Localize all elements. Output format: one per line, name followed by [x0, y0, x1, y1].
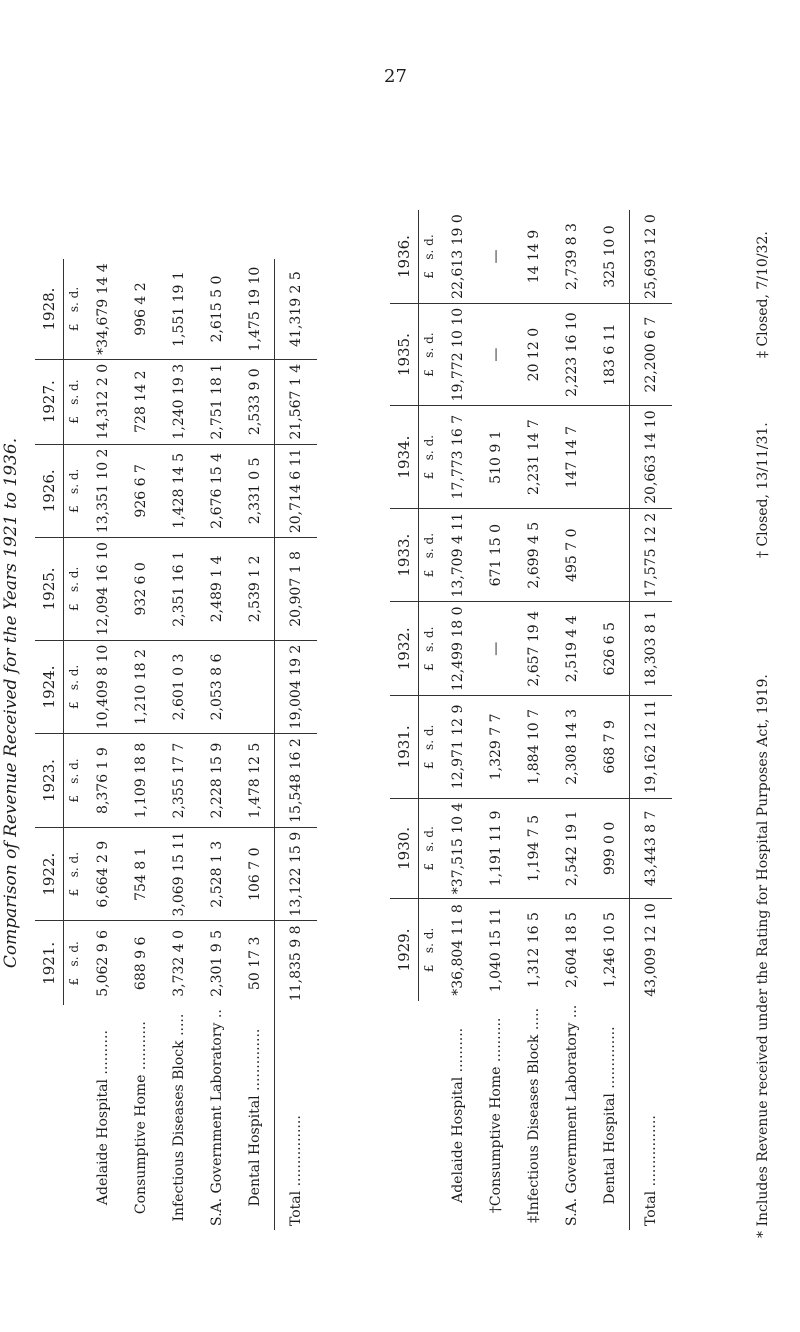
cell-value: 12,499 18 0 [439, 602, 477, 696]
cell-value: *34,679 14 4 [84, 259, 122, 359]
cell-value: 2,331 0 5 [236, 444, 275, 538]
cell-value: 2,751 18 1 [198, 359, 236, 444]
total-value: 20,663 14 10 [630, 406, 673, 509]
table-row [553, 210, 591, 1230]
cell-value: 1,194 7 5 [515, 798, 553, 899]
rotated-page [0, 168, 785, 1238]
cell-value: 2,351 16 1 [160, 538, 198, 641]
total-value: 25,693 12 0 [630, 210, 673, 303]
cell-value: 1,329 7 7 [477, 696, 515, 799]
total-value: 15,548 16 2 [275, 734, 318, 828]
table-row [122, 259, 160, 1230]
year-header: 1931. [390, 696, 419, 799]
cell-value: 2,699 4 5 [515, 508, 553, 602]
cell-value: 147 14 7 [553, 406, 591, 509]
cell-value: 1,475 19 10 [236, 259, 275, 359]
closed-note-consumptive: † Closed, 13/11/31. [755, 422, 771, 558]
cell-value: 932 6 0 [122, 538, 160, 641]
unit-header: £ s. d. [419, 406, 440, 509]
cell-value: 1,210 18 2 [122, 640, 160, 734]
cell-value: 13,709 4 11 [439, 508, 477, 602]
total-label: Total ................ [275, 1005, 318, 1230]
year-header: 1928. [35, 259, 64, 359]
cell-value: 106 7 0 [236, 827, 275, 921]
cell-value: 754 8 1 [122, 827, 160, 921]
table-row [515, 210, 553, 1230]
year-header: 1932. [390, 602, 419, 696]
cell-value: 1,478 12 5 [236, 734, 275, 828]
cell-value: 3,069 15 11 [160, 827, 198, 921]
table-row [198, 259, 236, 1230]
row-label: Adelaide Hospital .......... [95, 1030, 111, 1206]
cell-value [591, 406, 630, 509]
cell-value: 2,676 15 4 [198, 444, 236, 538]
row-label: Consumptive Home ........... [133, 1021, 149, 1215]
cell-value: 20 12 0 [515, 303, 553, 406]
row-label: Adelaide Hospital .......... [450, 1027, 466, 1203]
cell-value: 626 6 5 [591, 602, 630, 696]
cell-value: 8,376 1 9 [84, 734, 122, 828]
row-label: Dental Hospital .............. [602, 1026, 618, 1205]
year-header: 1923. [35, 734, 64, 828]
row-label: Infectious Diseases Block ..... [171, 1013, 187, 1222]
total-value: 43,009 12 10 [630, 899, 673, 1001]
total-value: 11,835 9 8 [275, 921, 318, 1005]
cell-value: 12,094 16 10 [84, 538, 122, 641]
row-label: S.A. Government Laboratory .. [209, 1009, 225, 1226]
year-header: 1925. [35, 538, 64, 641]
cell-value: 495 7 0 [553, 508, 591, 602]
total-row [630, 210, 673, 1230]
unit-header: £ s. d. [64, 444, 85, 538]
cell-value: 2,528 1 3 [198, 827, 236, 921]
cell-value: 14,312 2 0 [84, 359, 122, 444]
cell-value: — [477, 602, 515, 696]
total-value: 18,303 8 1 [630, 602, 673, 696]
unit-header: £ s. d. [419, 602, 440, 696]
cell-value: 22,613 19 0 [439, 210, 477, 303]
cell-value: 12,971 12 9 [439, 696, 477, 799]
cell-value: 1,428 14 5 [160, 444, 198, 538]
year-header: 1935. [390, 303, 419, 406]
unit-header: £ s. d. [64, 359, 85, 444]
cell-value: 14 14 9 [515, 210, 553, 303]
year-header: 1934. [390, 406, 419, 509]
revenue-table-1929-1936 [390, 210, 672, 1230]
cell-value: 1,884 10 7 [515, 696, 553, 799]
cell-value: 6,664 2 9 [84, 827, 122, 921]
unit-header: £ s. d. [419, 303, 440, 406]
cell-value: 668 7 9 [591, 696, 630, 799]
cell-value: 1,551 19 1 [160, 259, 198, 359]
unit-header: £ s. d. [419, 798, 440, 899]
cell-value: 510 9 1 [477, 406, 515, 509]
year-header: 1924. [35, 640, 64, 734]
cell-value: 2,615 5 0 [198, 259, 236, 359]
cell-value: 3,732 4 0 [171, 929, 187, 997]
cell-value: 2,604 18 5 [564, 912, 580, 988]
cell-value: 1,246 10 5 [602, 912, 618, 988]
row-label: †Consumptive Home .......... [488, 1017, 504, 1214]
cell-value [236, 640, 275, 734]
cell-value: 183 6 11 [591, 303, 630, 406]
unit-header: £ s. d. [419, 696, 440, 799]
cell-value: 2,519 4 4 [553, 602, 591, 696]
revenue-table-1921-1928 [35, 259, 317, 1230]
cell-value: 2,601 0 3 [160, 640, 198, 734]
total-row [275, 259, 318, 1230]
cell-value: 1,191 11 9 [477, 798, 515, 899]
total-value: 21,567 1 4 [275, 359, 318, 444]
cell-value: 1,109 18 8 [122, 734, 160, 828]
cell-value: — [477, 210, 515, 303]
table-row [477, 210, 515, 1230]
row-label: ‡Infectious Diseases Block ..... [526, 1007, 542, 1223]
row-label: Dental Hospital .............. [247, 1028, 263, 1207]
cell-value: 2,355 17 7 [160, 734, 198, 828]
cell-value: 996 4 2 [122, 259, 160, 359]
table-row [160, 259, 198, 1230]
cell-value: 2,231 14 7 [515, 406, 553, 509]
unit-header: £ s. d. [64, 538, 85, 641]
unit-header: £ s. d. [64, 827, 85, 921]
year-header: 1921. [35, 921, 64, 1005]
year-header: 1929. [390, 899, 419, 1001]
cell-value: 728 14 2 [122, 359, 160, 444]
cell-value: 10,409 8 10 [84, 640, 122, 734]
cell-value: — [477, 303, 515, 406]
cell-value: *36,804 11 8 [450, 904, 466, 996]
unit-header: £ s. d. [419, 210, 440, 303]
total-value: 17,575 12 2 [630, 508, 673, 602]
rating-footnote: * Includes Revenue received under the Rating for Hospital Purposes Act, 1919. [755, 674, 771, 1238]
cell-value: 13,351 10 2 [84, 444, 122, 538]
year-header: 1930. [390, 798, 419, 899]
unit-header: £ s. d. [64, 640, 85, 734]
year-header: 1922. [35, 827, 64, 921]
table-row [591, 210, 630, 1230]
row-label: S.A. Government Laboratory ... [564, 1004, 580, 1226]
cell-value [591, 508, 630, 602]
page-number: 27 [384, 66, 407, 87]
cell-value: 2,228 15 9 [198, 734, 236, 828]
total-label: Total ................ [630, 1001, 673, 1230]
year-header: 1927. [35, 359, 64, 444]
cell-value: 2,739 8 3 [553, 210, 591, 303]
total-value: 20,907 1 8 [275, 538, 318, 641]
table-row [84, 259, 122, 1230]
cell-value: 5,062 9 6 [95, 929, 111, 997]
cell-value: 688 9 6 [133, 936, 149, 991]
cell-value: *37,515 10 4 [439, 798, 477, 899]
cell-value: 2,301 9 5 [209, 929, 225, 997]
year-header: 1926. [35, 444, 64, 538]
cell-value: 2,657 19 4 [515, 602, 553, 696]
cell-value: 2,542 19 1 [553, 798, 591, 899]
cell-value: 1,240 19 3 [160, 359, 198, 444]
page-heading: Comparison of Revenue Received for the Years 1921 to 1936. [1, 437, 21, 969]
cell-value: 2,053 8 6 [198, 640, 236, 734]
total-value: 22,200 6 7 [630, 303, 673, 406]
unit-header: £ s. d. [422, 927, 436, 973]
cell-value: 2,533 9 0 [236, 359, 275, 444]
cell-value: 2,223 16 10 [553, 303, 591, 406]
cell-value: 2,308 14 3 [553, 696, 591, 799]
unit-header: £ s. d. [64, 259, 85, 359]
unit-header: £ s. d. [419, 508, 440, 602]
cell-value: 325 10 0 [591, 210, 630, 303]
total-value: 20,714 6 11 [275, 444, 318, 538]
cell-value: 17,773 16 7 [439, 406, 477, 509]
unit-header: £ s. d. [64, 734, 85, 828]
total-value: 13,122 15 9 [275, 827, 318, 921]
unit-header: £ s. d. [67, 941, 81, 986]
total-value: 43,443 8 7 [630, 798, 673, 899]
total-value: 19,162 12 11 [630, 696, 673, 799]
table-row [236, 259, 275, 1230]
cell-value: 50 17 3 [247, 936, 263, 991]
year-header: 1936. [390, 210, 419, 303]
cell-value: 671 15 0 [477, 508, 515, 602]
cell-value: 1,312 16 5 [526, 912, 542, 988]
closed-note-infectious: ‡ Closed, 7/10/32. [755, 231, 771, 358]
cell-value: 999 0 0 [591, 798, 630, 899]
total-value: 41,319 2 5 [275, 259, 318, 359]
cell-value: 926 6 7 [122, 444, 160, 538]
cell-value: 2,489 1 4 [198, 538, 236, 641]
total-value: 19,004 19 2 [275, 640, 318, 734]
table-row [439, 210, 477, 1230]
cell-value: 2,539 1 2 [236, 538, 275, 641]
cell-value: 1,040 15 11 [488, 907, 504, 993]
year-header: 1933. [390, 508, 419, 602]
cell-value: 19,772 10 10 [439, 303, 477, 406]
